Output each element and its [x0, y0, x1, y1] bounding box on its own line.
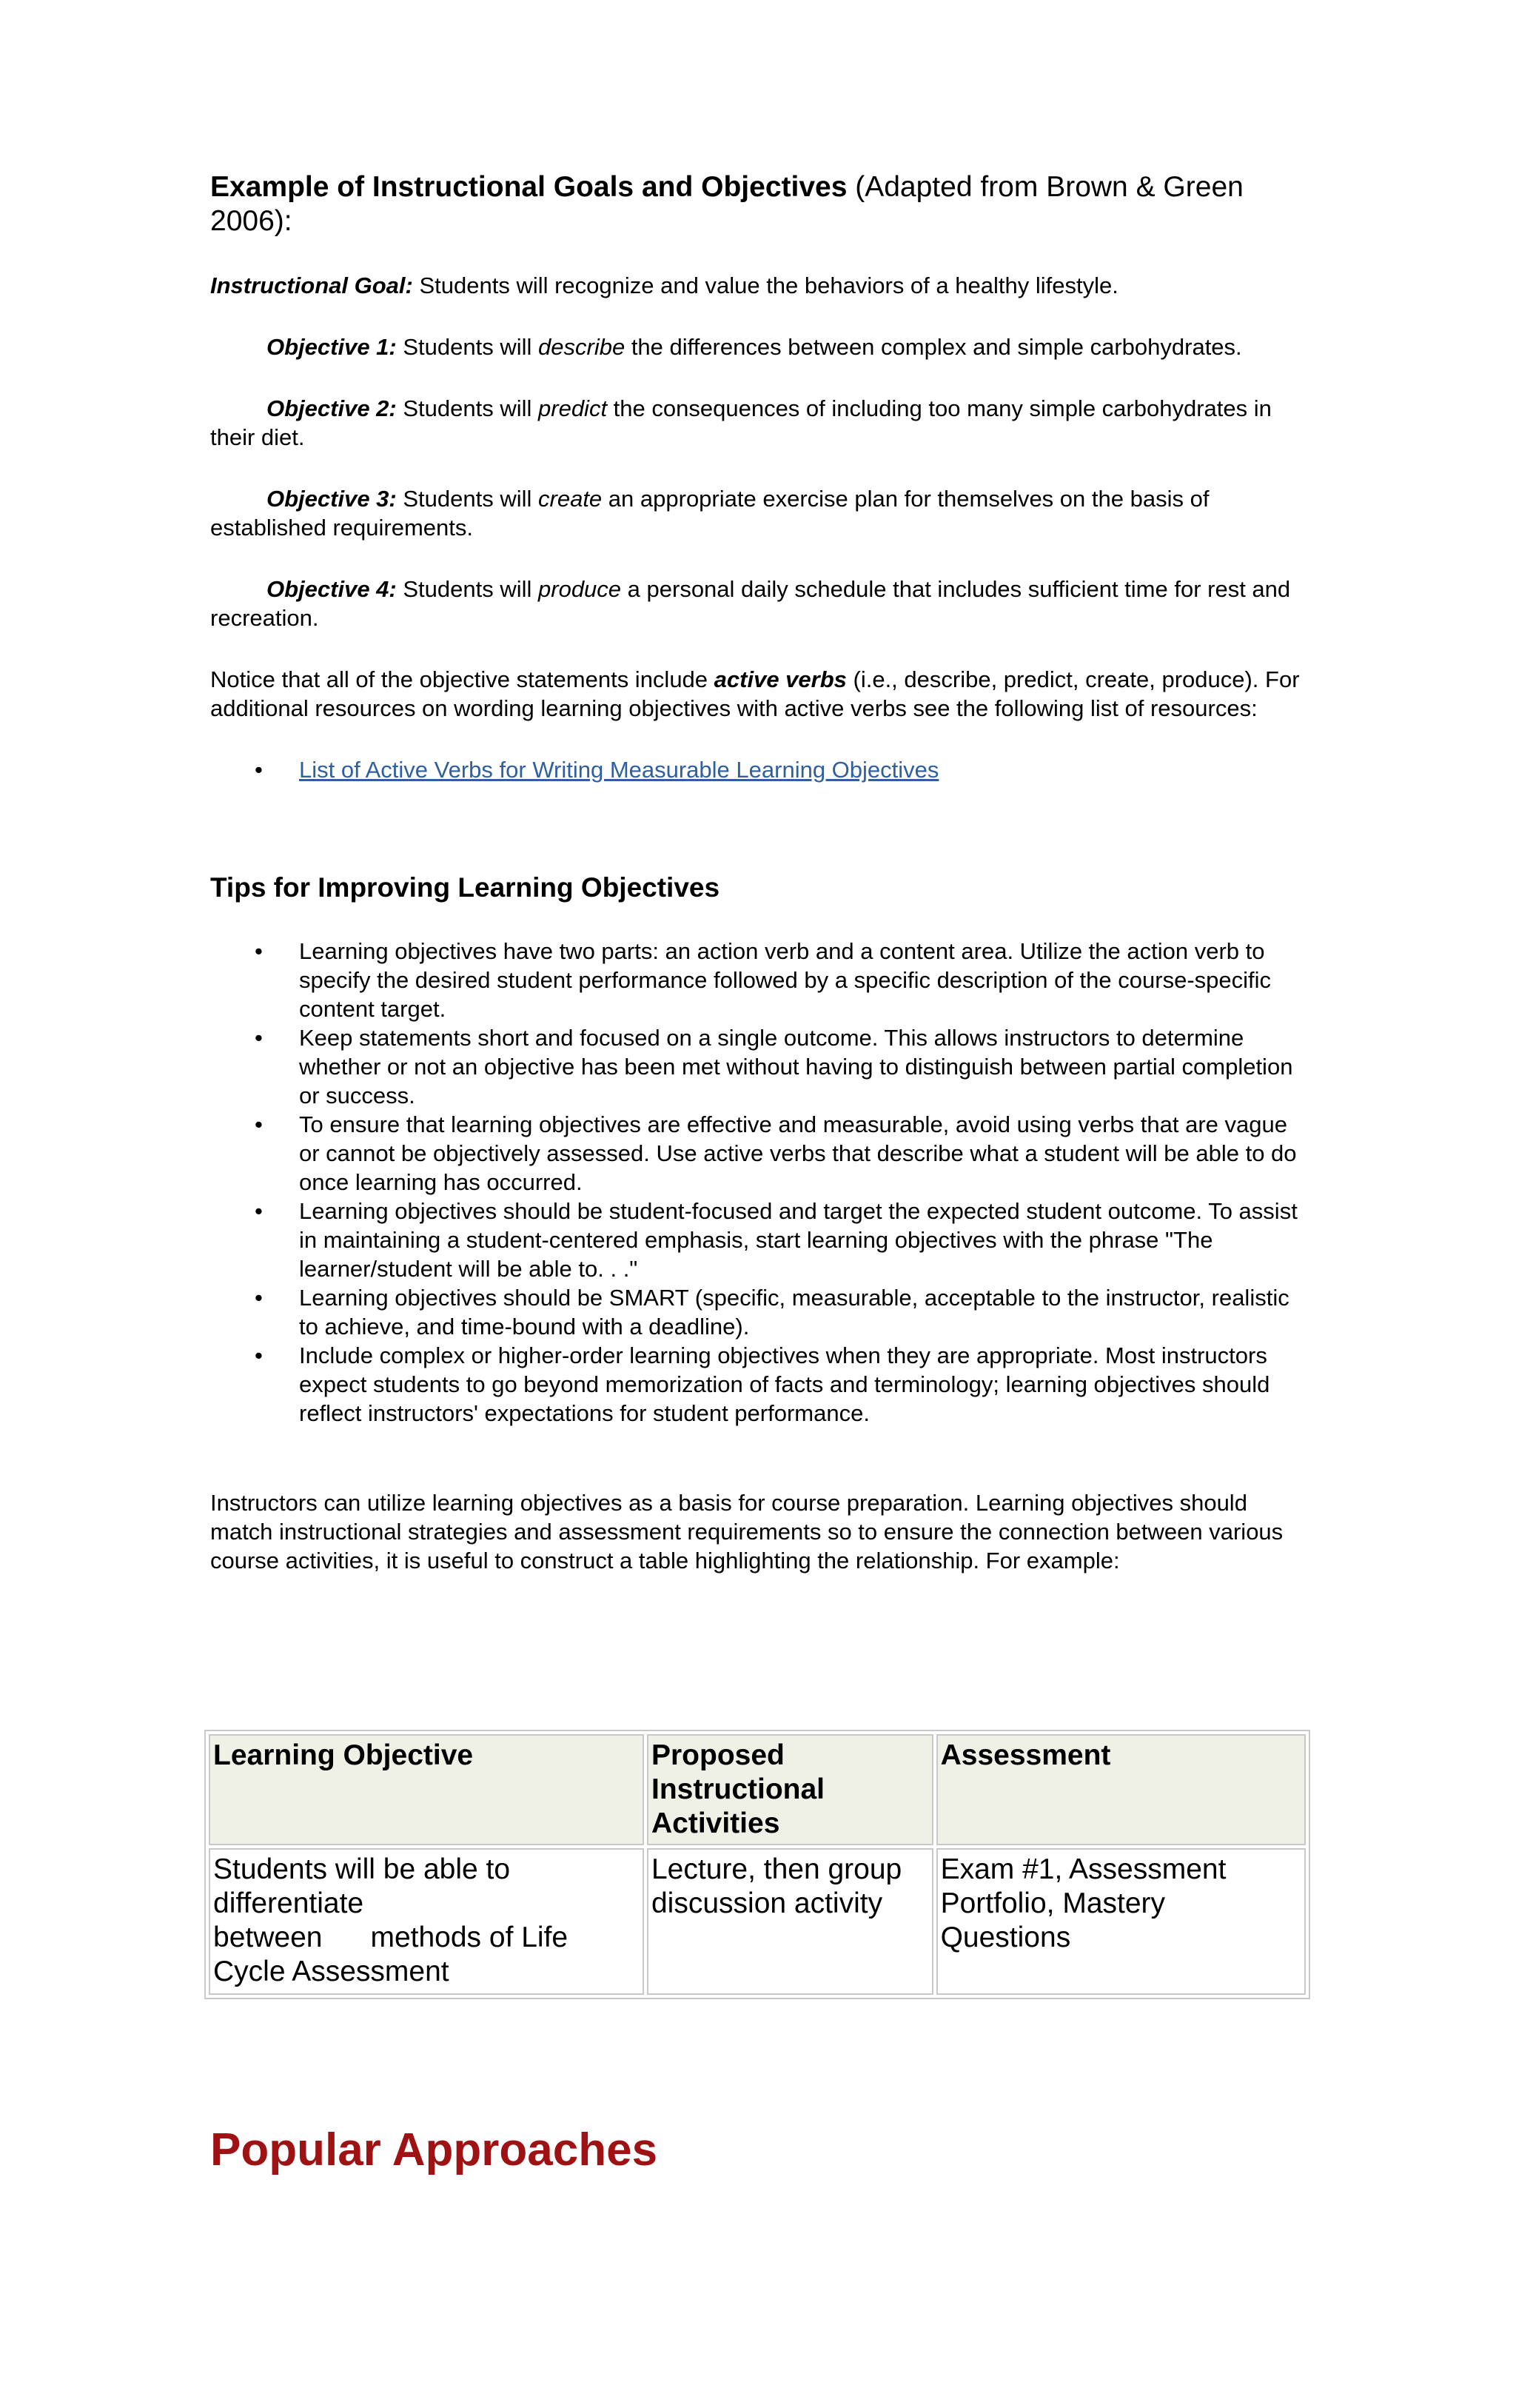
objective-2-label: Objective 2: — [266, 395, 397, 421]
table-header-row — [209, 1734, 1306, 1845]
notice-pre: Notice that all of the objective statements include — [210, 666, 714, 692]
cell-activities: Lecture, then group discussion activity — [647, 1848, 933, 1995]
notice-paragraph — [210, 665, 1306, 723]
objective-4-verb: produce — [538, 576, 622, 602]
objective-3 — [210, 484, 1306, 542]
objective-3-verb: create — [538, 486, 603, 512]
objective-4-pre: Students will — [396, 576, 539, 602]
list-item — [210, 1110, 1306, 1197]
goal-text: Students will recognize and value the behaviors of a healthy lifestyle. — [412, 272, 1118, 298]
objective-1-label: Objective 1: — [266, 334, 397, 360]
goal-label: Instructional Goal: — [210, 272, 413, 298]
objective-4-post: a personal daily schedule that includes sufficient time for rest and recreation. — [210, 576, 1291, 631]
objective-2-verb: predict — [538, 395, 608, 421]
notice-active-verbs: active verbs — [714, 666, 847, 692]
objective-2-post: the consequences of including too many simple carbohydrates in their diet. — [210, 395, 1272, 450]
bullet-icon: • — [255, 938, 263, 964]
objective-3-label: Objective 3: — [266, 486, 397, 512]
cell-assessment: Exam #1, Assessment Portfolio, Mastery Questions — [936, 1848, 1306, 1995]
list-item — [210, 1341, 1306, 1428]
list-item — [210, 937, 1306, 1023]
objective-1 — [210, 332, 1306, 361]
tips-heading: Tips for Improving Learning Objectives — [210, 872, 720, 903]
objective-line-1: Students will be able to differentiate — [213, 1853, 511, 1919]
bullet-icon: • — [255, 1198, 263, 1224]
example-heading — [210, 170, 1306, 238]
objective-line-2: between methods of Life Cycle Assessment — [213, 1922, 576, 1987]
bullet-icon: • — [255, 1111, 263, 1137]
objective-1-verb: describe — [538, 334, 625, 360]
resource-list-item — [210, 755, 1306, 784]
active-verbs-link[interactable]: List of Active Verbs for Writing Measurable Learning Objectives — [299, 757, 939, 783]
tip-text: To ensure that learning objectives are effective and measurable, avoid using verbs that are vague or cannot be objectively assessed. Use active verbs that describe what a student will be able to do once learning has occurred. — [299, 1111, 1297, 1195]
tip-text: Learning objectives have two parts: an action verb and a content area. Utilize the action verb to specify the desired student performance followed by a specific description of the course-specific content target. — [299, 938, 1272, 1022]
document-body — [210, 170, 1306, 1575]
header-proposed-activities: Proposed Instructional Activities — [647, 1734, 933, 1845]
objective-3-post: an appropriate exercise plan for themselves on the basis of established requirements. — [210, 486, 1210, 541]
objective-2-pre: Students will — [396, 395, 539, 421]
instructional-goal — [210, 271, 1306, 300]
tips-list — [210, 937, 1306, 1428]
heading-rest: (Adapted from Brown & Green 2006): — [210, 171, 1244, 237]
bullet-icon: • — [255, 1285, 263, 1311]
objectives-table — [204, 1730, 1310, 1999]
list-item — [210, 1197, 1306, 1283]
header-learning-objective: Learning Objective — [209, 1734, 644, 1845]
notice-post: (i.e., describe, predict, create, produce). For additional resources on wording learning objectives with active verbs see the following list of resources: — [210, 666, 1300, 721]
objective-4-label: Objective 4: — [266, 576, 397, 602]
list-item — [210, 1023, 1306, 1110]
objective-3-pre: Students will — [396, 486, 539, 512]
objective-1-pre: Students will — [396, 334, 539, 360]
tip-text: Learning objectives should be student-focused and target the expected student outcome. To assist in maintaining a student-centered emphasis, start learning objectives with the phrase "The learner/student will be able to. . ." — [299, 1198, 1298, 1282]
tip-text: Keep statements short and focused on a single outcome. This allows instructors to determine whether or not an objective has been met without having to distinguish between partial completion or success. — [299, 1025, 1293, 1108]
tip-text: Learning objectives should be SMART (specific, measurable, acceptable to the instructor, realistic to achieve, and time-bound with a deadline). — [299, 1285, 1289, 1340]
header-assessment: Assessment — [936, 1734, 1306, 1845]
resource-list — [210, 755, 1306, 784]
heading-bold: Example of Instructional Goals and Objectives — [210, 171, 848, 203]
list-item — [210, 1283, 1306, 1341]
objective-2 — [210, 394, 1306, 452]
bullet-icon: • — [255, 757, 263, 783]
course-preparation-paragraph: Instructors can utilize learning objectives as a basis for course preparation. Learning objectives should match instructional strategies and assessment requirements so to ensure the connection between various course activities, it is useful to construct a table highlighting the relationship. For example: — [210, 1490, 1284, 1573]
bullet-icon: • — [255, 1025, 263, 1051]
objective-1-post: the differences between complex and simple carbohydrates. — [625, 334, 1242, 360]
table-row — [209, 1848, 1306, 1995]
objective-4 — [210, 575, 1306, 632]
tip-text: Include complex or higher-order learning objectives when they are appropriate. Most instructors expect students to go beyond memorization of facts and terminology; learning objectives should reflect instructors' expectations for student performance. — [299, 1342, 1270, 1426]
cell-learning-objective — [209, 1848, 644, 1995]
bullet-icon: • — [255, 1342, 263, 1368]
popular-approaches-title: Popular Approaches — [210, 2124, 658, 2175]
